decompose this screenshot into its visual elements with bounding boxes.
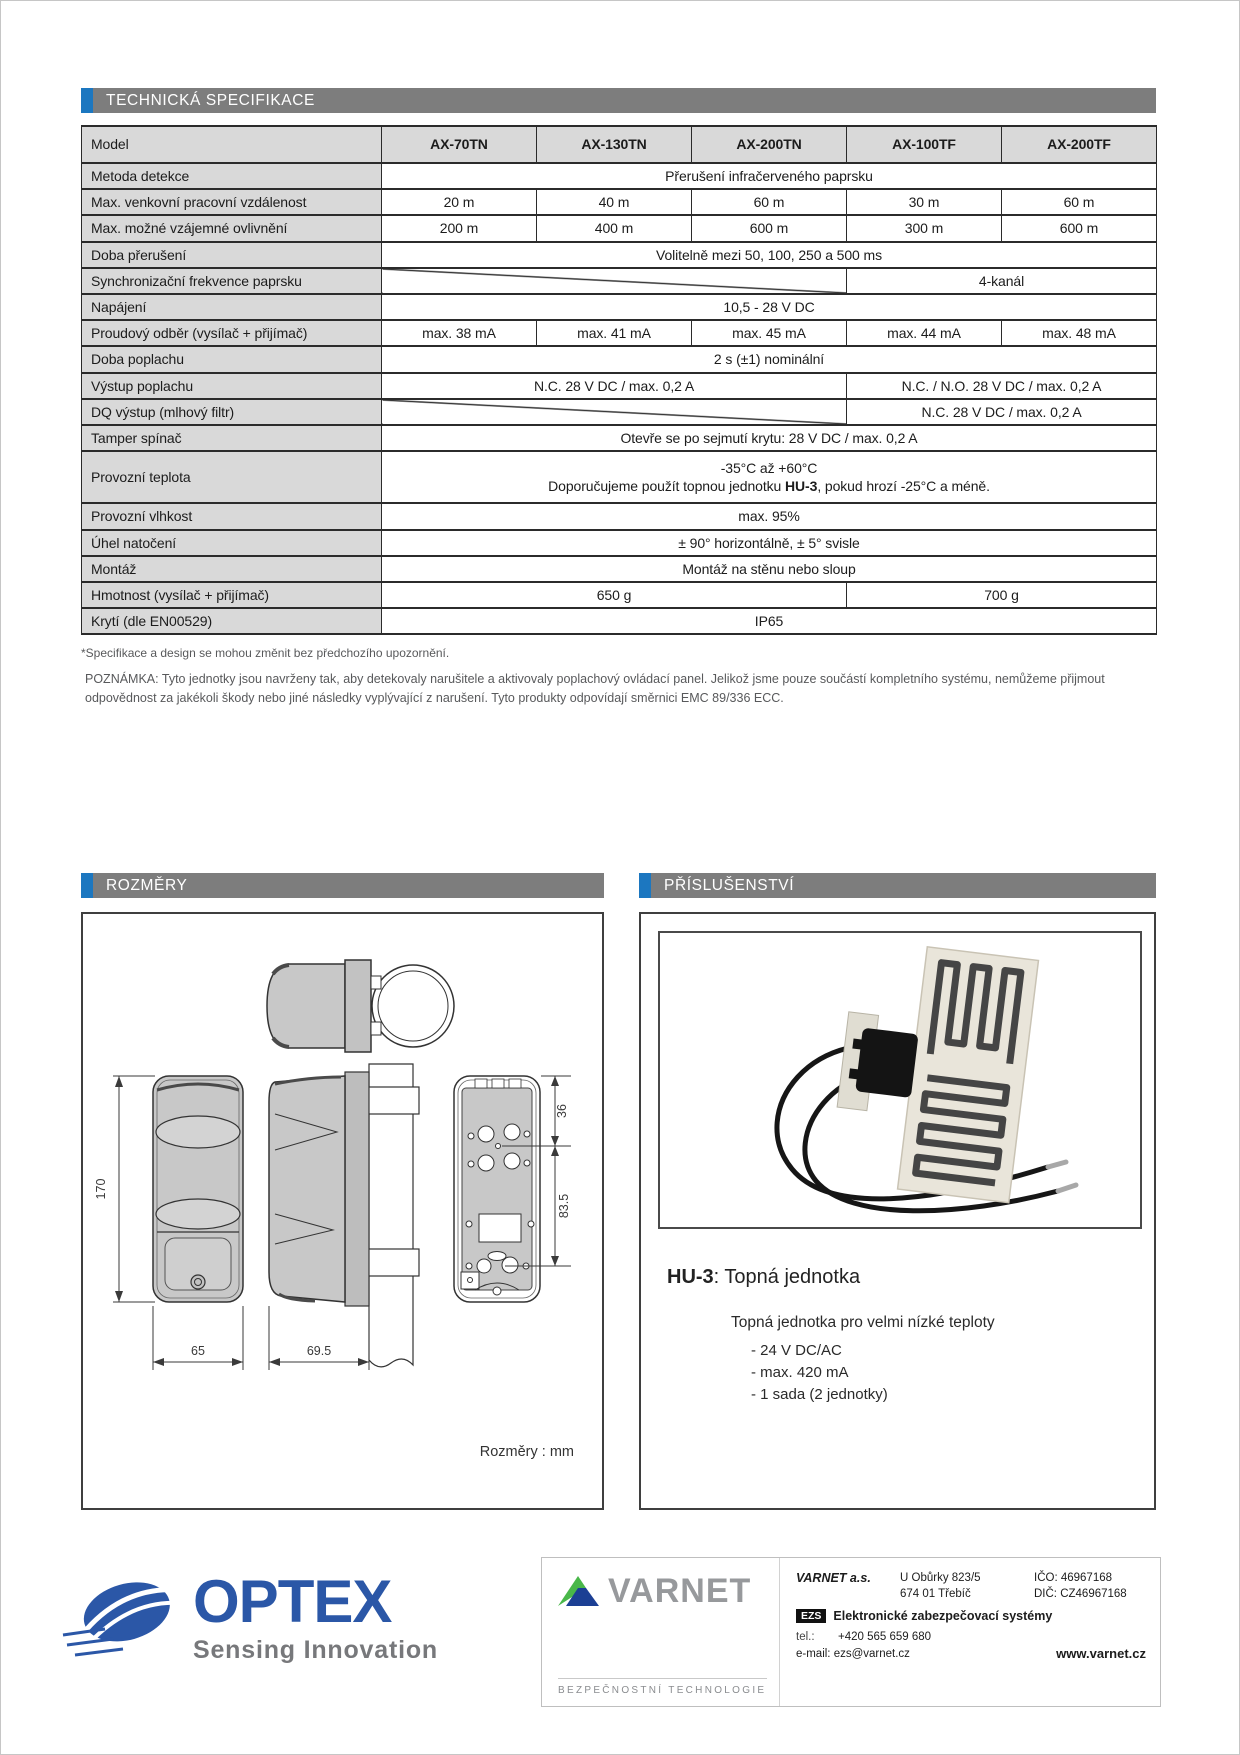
- varnet-subtitle: BEZPEČNOSTNÍ TECHNOLOGIE: [558, 1678, 767, 1696]
- spec-table-row: [82, 215, 1157, 241]
- varnet-info-column: [780, 1558, 1160, 1706]
- spec-row-label: Montáž: [82, 556, 382, 582]
- spec-cell-value: Přerušení infračerveného paprsku: [382, 163, 1157, 189]
- spec-row-label: Doba poplachu: [82, 346, 382, 372]
- spec-cell-value: 2 s (±1) nominální: [382, 346, 1157, 372]
- section-bar-accent: [639, 873, 651, 898]
- varnet-address-line2: 674 01 Třebíč: [900, 1588, 971, 1601]
- optex-tagline: Sensing Innovation: [193, 1636, 438, 1664]
- spec-cell-value: 10,5 - 28 V DC: [382, 294, 1157, 320]
- dim-65: [153, 1306, 243, 1370]
- spec-table-row: [82, 399, 1157, 425]
- spec-row-label: Doba přerušení: [82, 242, 382, 268]
- heating-unit-photo: [660, 933, 1140, 1227]
- spec-header-model-label: Model: [82, 126, 382, 163]
- spec-cell-value: Volitelně mezi 50, 100, 250 a 500 ms: [382, 242, 1157, 268]
- spec-table-row: [82, 582, 1157, 608]
- spec-footnote: *Specifikace a design se mohou změnit bez předchozího upozornění.: [81, 646, 450, 660]
- spec-cell-value: max. 41 mA: [537, 320, 692, 346]
- section-title-dimensions: ROZMĚRY: [106, 877, 188, 894]
- dim-69-5: [269, 1306, 369, 1370]
- accessory-bullet: - 1 sada (2 jednotky): [751, 1386, 888, 1403]
- spec-row-label: Krytí (dle EN00529): [82, 608, 382, 634]
- spec-cell-value: max. 38 mA: [382, 320, 537, 346]
- varnet-phone-label: tel.:: [796, 1631, 815, 1644]
- spec-cell-value: N.C. / N.O. 28 V DC / max. 0,2 A: [847, 373, 1157, 399]
- spec-cell-value: N.C. 28 V DC / max. 0,2 A: [847, 399, 1157, 425]
- spec-cell-value: 600 m: [692, 215, 847, 241]
- spec-cell-value: ± 90° horizontálně, ± 5° svisle: [382, 530, 1157, 556]
- spec-header-model-2: AX-130TN: [537, 126, 692, 163]
- spec-row-label: Úhel natočení: [82, 530, 382, 556]
- spec-cell-not-applicable: [382, 399, 847, 425]
- spec-cell-value: -35°C až +60°C Doporučujeme použít topnou jednotku HU-3, pokud hrozí -25°C a méně.: [382, 451, 1157, 503]
- spec-table-row: [82, 346, 1157, 372]
- spec-table-row: [82, 268, 1157, 294]
- spec-header-model-3: AX-200TN: [692, 126, 847, 163]
- accessory-photo-frame: [658, 931, 1142, 1229]
- varnet-ico: IČO: 46967168: [1034, 1572, 1113, 1584]
- section-bar-dimensions: [81, 873, 604, 898]
- spec-cell-value: 600 m: [1002, 215, 1157, 241]
- varnet-company-name: VARNET a.s.: [796, 1571, 871, 1585]
- varnet-website[interactable]: www.varnet.cz: [1056, 1646, 1146, 1662]
- varnet-contacts: [796, 1629, 931, 1664]
- top-view-drawing: [267, 960, 454, 1052]
- varnet-phone-number[interactable]: +420 565 659 680: [838, 1631, 932, 1644]
- spec-cell-value: max. 48 mA: [1002, 320, 1157, 346]
- spec-cell-value: 650 g: [382, 582, 847, 608]
- accessory-product-code: HU-3: [667, 1266, 714, 1288]
- spec-row-label: Max. venkovní pracovní vzdálenost: [82, 189, 382, 215]
- varnet-registration: [1034, 1570, 1146, 1602]
- varnet-phone-line: [796, 1629, 931, 1646]
- side-view-drawing: [269, 1064, 419, 1367]
- spec-table-row: [82, 530, 1157, 556]
- spec-row-label: Proudový odběr (vysílač + přijímač): [82, 320, 382, 346]
- optex-brand-text: OPTEX: [193, 1568, 392, 1635]
- dimensions-box: [81, 912, 604, 1510]
- varnet-logo-column: [542, 1558, 780, 1706]
- accessory-bullet-list: [751, 1340, 888, 1406]
- spec-cell-not-applicable: [382, 268, 847, 294]
- spec-cell-value: max. 95%: [382, 503, 1157, 529]
- spec-table-row: [82, 242, 1157, 268]
- spec-header-model-1: AX-70TN: [382, 126, 537, 163]
- front-view-drawing: [153, 1076, 243, 1302]
- section-bar-accent: [81, 873, 93, 898]
- spec-table: [81, 125, 1157, 635]
- varnet-footer-block: [541, 1557, 1161, 1707]
- spec-table-body: [82, 163, 1157, 634]
- spec-row-label: Tamper spínač: [82, 425, 382, 451]
- spec-row-label: Napájení: [82, 294, 382, 320]
- spec-row-label: Hmotnost (vysílač + přijímač): [82, 582, 382, 608]
- ezs-badge: EZS: [796, 1609, 826, 1623]
- varnet-logo-icon: [558, 1576, 600, 1608]
- section-title-specification: TECHNICKÁ SPECIFIKACE: [106, 92, 315, 109]
- dim-label-65: 65: [191, 1344, 205, 1358]
- heater-board: [828, 938, 1038, 1202]
- spec-table-row: [82, 294, 1157, 320]
- spec-header-model-4: AX-100TF: [847, 126, 1002, 163]
- spec-cell-value: 700 g: [847, 582, 1157, 608]
- section-title-accessories: PŘÍSLUŠENSTVÍ: [664, 877, 795, 894]
- spec-row-label: DQ výstup (mlhový filtr): [82, 399, 382, 425]
- dim-label-69-5: 69.5: [306, 1344, 332, 1358]
- accessory-product-name: : Topná jednotka: [713, 1266, 861, 1288]
- rear-view-drawing: [454, 1076, 540, 1302]
- spec-table-row: [82, 503, 1157, 529]
- varnet-dic: DIČ: CZ46967168: [1034, 1588, 1127, 1601]
- spec-cell-value: Montáž na stěnu nebo sloup: [382, 556, 1157, 582]
- section-bar-accessories: [639, 873, 1156, 898]
- dimension-units-note: Rozměry : mm: [479, 1444, 574, 1460]
- spec-table-row: [82, 373, 1157, 399]
- dim-label-170: 170: [94, 1178, 108, 1200]
- dim-label-36: 36: [555, 1104, 569, 1118]
- accessories-box: [639, 912, 1156, 1510]
- optex-logo-icon: [61, 1573, 181, 1665]
- ezs-description: Elektronické zabezpečovací systémy: [833, 1609, 1053, 1624]
- spec-row-label: Provozní vlhkost: [82, 503, 382, 529]
- spec-cell-value: 200 m: [382, 215, 537, 241]
- spec-note: POZNÁMKA: Tyto jednotky jsou navrženy tak, aby detekovaly narušitele a aktivovaly poplachový ovládací panel. Jelikož jsme pouze součástí kompletního systému, nemůžeme přijmout odpovědnost za jakékoli škody nebo jiné následky vyplývající z narušení. Tyto produkty odpovídají směrnici EMC 89/336 ECC.: [85, 672, 1105, 705]
- spec-cell-value: 60 m: [692, 189, 847, 215]
- spec-cell-value: N.C. 28 V DC / max. 0,2 A: [382, 373, 847, 399]
- spec-cell-value: 20 m: [382, 189, 537, 215]
- section-bar-accent: [81, 88, 93, 113]
- dimension-drawing: [83, 914, 602, 1508]
- spec-table-row: [82, 556, 1157, 582]
- spec-row-label: Synchronizační frekvence paprsku: [82, 268, 382, 294]
- accessory-product-title: [667, 1266, 860, 1289]
- spec-cell-value: 40 m: [537, 189, 692, 215]
- spec-table-row: [82, 320, 1157, 346]
- spec-cell-value: max. 44 mA: [847, 320, 1002, 346]
- accessory-bullet: - 24 V DC/AC: [751, 1342, 842, 1359]
- dim-label-83-5: 83.5: [557, 1193, 571, 1219]
- optex-logo-block: [61, 1568, 438, 1665]
- spec-row-label: Max. možné vzájemné ovlivnění: [82, 215, 382, 241]
- spec-table-row: [82, 163, 1157, 189]
- section-bar-specification: [81, 88, 1156, 113]
- varnet-brand-text: VARNET: [608, 1572, 752, 1610]
- spec-cell-value: Otevře se po sejmutí krytu: 28 V DC / max. 0,2 A: [382, 425, 1157, 451]
- spec-row-label: Provozní teplota: [82, 451, 382, 503]
- spec-row-label: Metoda detekce: [82, 163, 382, 189]
- spec-cell-value: 400 m: [537, 215, 692, 241]
- spec-cell-value: max. 45 mA: [692, 320, 847, 346]
- spec-cell-value: 4-kanál: [847, 268, 1157, 294]
- varnet-email[interactable]: e-mail: ezs@varnet.cz: [796, 1648, 910, 1661]
- spec-table-row: [82, 451, 1157, 503]
- spec-cell-value: 60 m: [1002, 189, 1157, 215]
- spec-cell-value: 30 m: [847, 189, 1002, 215]
- spec-row-label: Výstup poplachu: [82, 373, 382, 399]
- accessory-description: Topná jednotka pro velmi nízké teploty: [731, 1314, 995, 1331]
- spec-table-row: [82, 608, 1157, 634]
- dim-170: [113, 1076, 155, 1302]
- spec-header-model-5: AX-200TF: [1002, 126, 1157, 163]
- accessory-bullet: - max. 420 mA: [751, 1364, 849, 1381]
- spec-table-header-row: [82, 126, 1157, 163]
- spec-cell-value: IP65: [382, 608, 1157, 634]
- spec-table-row: [82, 425, 1157, 451]
- varnet-address: [900, 1570, 1020, 1602]
- spec-cell-value: 300 m: [847, 215, 1002, 241]
- spec-table-row: [82, 189, 1157, 215]
- varnet-address-line1: U Obůrky 823/5: [900, 1572, 981, 1584]
